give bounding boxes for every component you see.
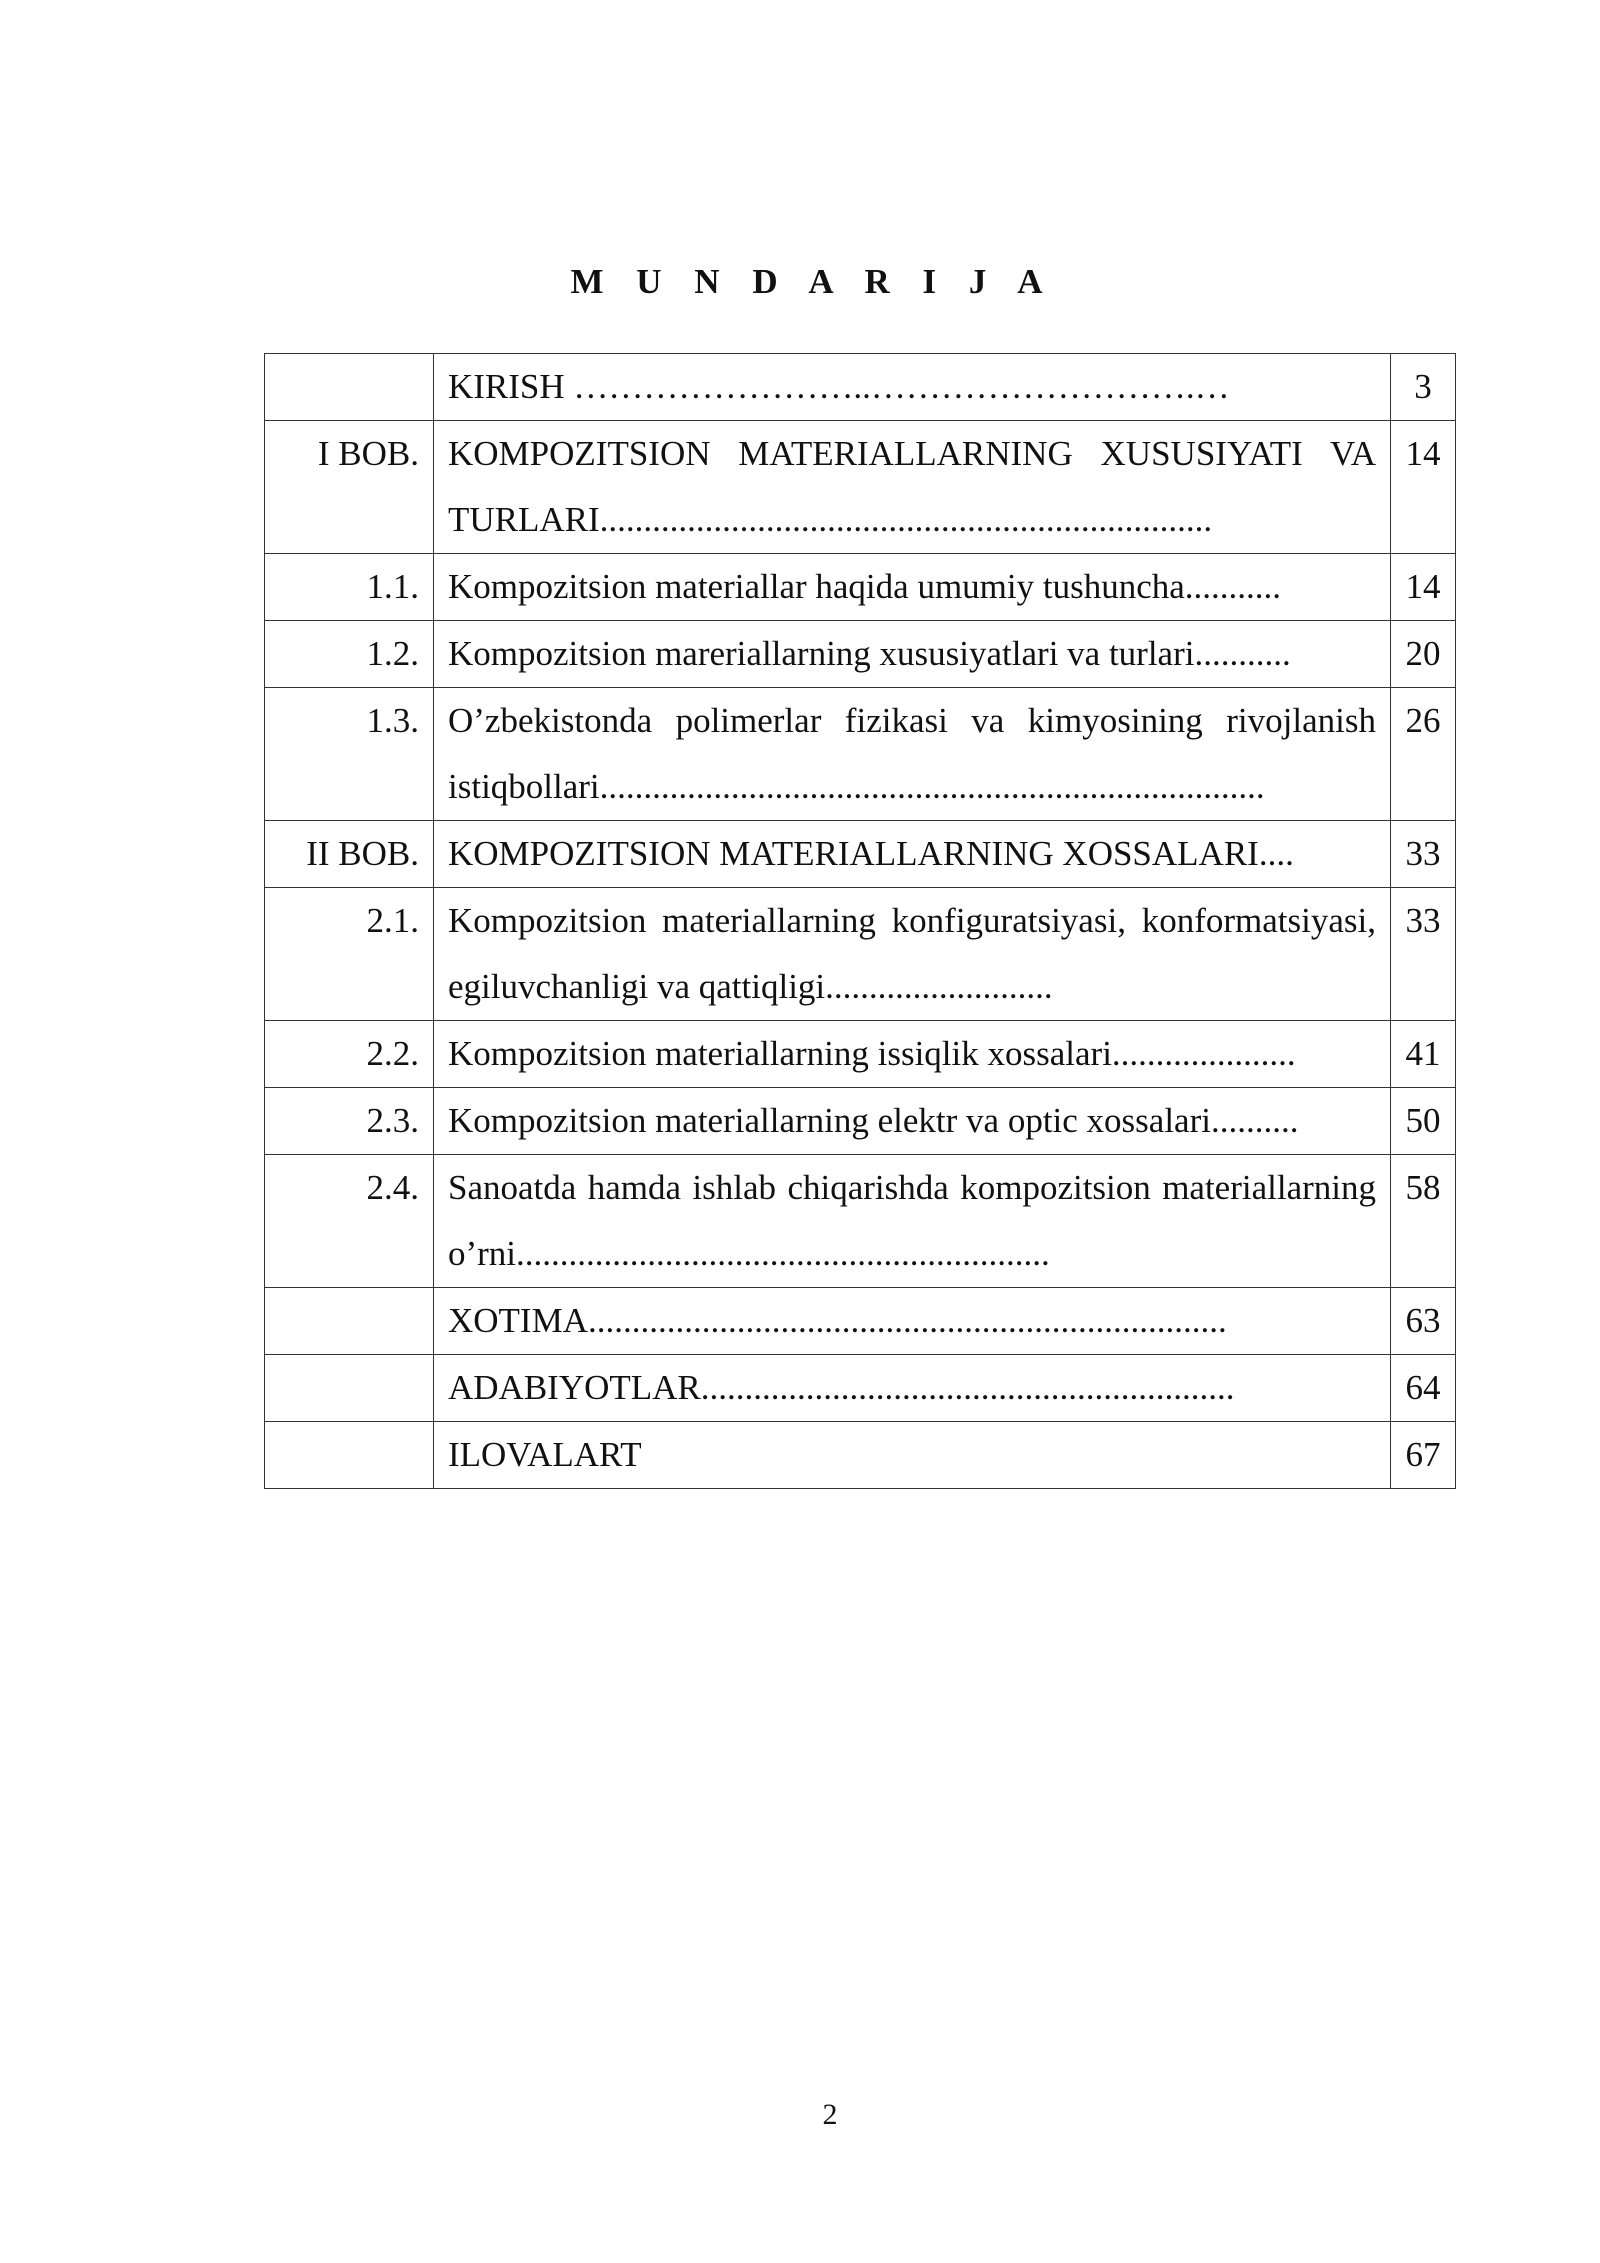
toc-number: 1.3. bbox=[265, 688, 434, 821]
toc-page: 3 bbox=[1391, 354, 1456, 421]
toc-page: 50 bbox=[1391, 1088, 1456, 1155]
toc-title[interactable]: Kompozitsion mareriallarning xususiyatlari va turlari........... bbox=[434, 621, 1391, 688]
toc-number bbox=[265, 354, 434, 421]
toc-row-2-1[interactable] bbox=[265, 888, 1456, 1021]
table-of-contents bbox=[264, 353, 1456, 1489]
toc-row-kirish[interactable] bbox=[265, 354, 1456, 421]
toc-title[interactable]: Kompozitsion materiallar haqida umumiy tushuncha........... bbox=[434, 554, 1391, 621]
toc-title[interactable]: Kompozitsion materiallarning konfiguratsiyasi, konformatsiyasi, egiluvchanligi va qattiqligi.......................... bbox=[434, 888, 1391, 1021]
toc-row-xotima[interactable] bbox=[265, 1288, 1456, 1355]
toc-title[interactable]: KOMPOZITSION MATERIALLARNING XOSSALARI.... bbox=[434, 821, 1391, 888]
toc-title[interactable]: O’zbekistonda polimerlar fizikasi va kimyosining rivojlanish istiqbollari............................................................................ bbox=[434, 688, 1391, 821]
toc-title[interactable]: Sanoatda hamda ishlab chiqarishda kompozitsion materiallarning o’rni............................................................. bbox=[434, 1155, 1391, 1288]
toc-page: 67 bbox=[1391, 1422, 1456, 1489]
toc-row-adabiyotlar[interactable] bbox=[265, 1355, 1456, 1422]
toc-number: I BOB. bbox=[265, 421, 434, 554]
toc-title[interactable]: KIRISH ……………………..……………………….… bbox=[434, 354, 1391, 421]
toc-title[interactable]: Kompozitsion materiallarning issiqlik xossalari..................... bbox=[434, 1021, 1391, 1088]
page-title: M U N D A R I J A bbox=[570, 262, 1055, 301]
toc-page: 20 bbox=[1391, 621, 1456, 688]
toc-row-2-4[interactable] bbox=[265, 1155, 1456, 1288]
toc-page: 33 bbox=[1391, 888, 1456, 1021]
toc-title[interactable]: ILOVALART bbox=[434, 1422, 1391, 1489]
toc-row-2-2[interactable] bbox=[265, 1021, 1456, 1088]
toc-row-1-1[interactable] bbox=[265, 554, 1456, 621]
toc-number: 2.3. bbox=[265, 1088, 434, 1155]
toc-number: 1.2. bbox=[265, 621, 434, 688]
toc-page: 64 bbox=[1391, 1355, 1456, 1422]
toc-row-chapter-2[interactable] bbox=[265, 821, 1456, 888]
toc-page: 63 bbox=[1391, 1288, 1456, 1355]
toc-row-ilovalar[interactable] bbox=[265, 1422, 1456, 1489]
toc-page: 26 bbox=[1391, 688, 1456, 821]
toc-number: 1.1. bbox=[265, 554, 434, 621]
toc-number: II BOB. bbox=[265, 821, 434, 888]
toc-title[interactable]: Kompozitsion materiallarning elektr va optic xossalari.......... bbox=[434, 1088, 1391, 1155]
toc-page: 14 bbox=[1391, 421, 1456, 554]
toc-number: 2.2. bbox=[265, 1021, 434, 1088]
toc-page: 41 bbox=[1391, 1021, 1456, 1088]
toc-row-2-3[interactable] bbox=[265, 1088, 1456, 1155]
toc-title[interactable]: KOMPOZITSION MATERIALLARNING XUSUSIYATI VA TURLARI...................................................................... bbox=[434, 421, 1391, 554]
page-number: 2 bbox=[822, 2098, 838, 2131]
toc-page: 58 bbox=[1391, 1155, 1456, 1288]
toc-row-chapter-1[interactable] bbox=[265, 421, 1456, 554]
toc-page: 14 bbox=[1391, 554, 1456, 621]
toc-number: 2.4. bbox=[265, 1155, 434, 1288]
toc-title[interactable]: ADABIYOTLAR............................................................. bbox=[434, 1355, 1391, 1422]
toc-number bbox=[265, 1422, 434, 1489]
toc-title[interactable]: XOTIMA......................................................................... bbox=[434, 1288, 1391, 1355]
toc-row-1-2[interactable] bbox=[265, 621, 1456, 688]
toc-number bbox=[265, 1288, 434, 1355]
toc-row-1-3[interactable] bbox=[265, 688, 1456, 821]
toc-number: 2.1. bbox=[265, 888, 434, 1021]
toc-page: 33 bbox=[1391, 821, 1456, 888]
toc-number bbox=[265, 1355, 434, 1422]
